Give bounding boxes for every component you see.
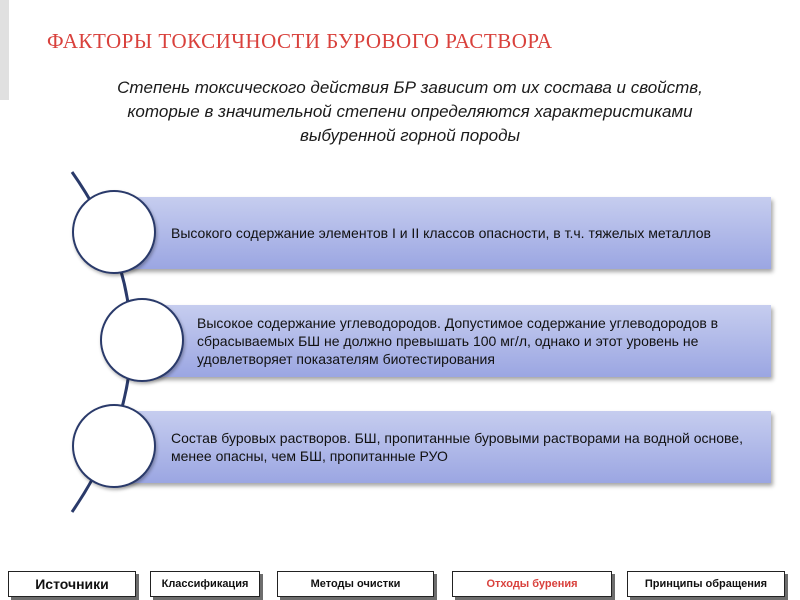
- nav-button-drilling-waste[interactable]: Отходы бурения: [452, 571, 612, 597]
- nav-button-sources[interactable]: Источники: [8, 571, 136, 597]
- factor-circle-1: [72, 190, 156, 274]
- nav-button-handling-principles[interactable]: Принципы обращения: [627, 571, 785, 597]
- bottom-navigation: [0, 563, 800, 600]
- factor-box-2: [140, 305, 771, 377]
- factor-box-3: [113, 411, 771, 483]
- factor-box-1: [113, 197, 771, 269]
- nav-button-cleaning-methods[interactable]: Методы очистки: [277, 571, 434, 597]
- nav-button-classification[interactable]: Классификация: [150, 571, 260, 597]
- factor-text-1: Высокого содержание элементов I и II классов опасности, в т.ч. тяжелых металлов: [171, 225, 711, 241]
- slide-title: ФАКТОРЫ ТОКСИЧНОСТИ БУРОВОГО РАСТВОРА: [47, 29, 553, 53]
- factor-circle-2: [100, 298, 184, 382]
- slide-subtitle: Степень токсического действия БР зависит от их состава и свойств, которые в значительной степени определяются характеристиками выбуренной горной породы: [117, 78, 703, 145]
- factor-text-2: Высокое содержание углеводородов. Допустимое содержание углеводородов в сбрасываемых БШ не должно превышать 100 мг/л, однако и этот уровень не удовлетворяет показателям биотестирования: [197, 315, 719, 367]
- factor-text-3: Состав буровых растворов. БШ, пропитанные буровыми растворами на водной основе, менее опасны, чем БШ, пропитанные РУО: [171, 430, 743, 464]
- factor-circle-3: [72, 404, 156, 488]
